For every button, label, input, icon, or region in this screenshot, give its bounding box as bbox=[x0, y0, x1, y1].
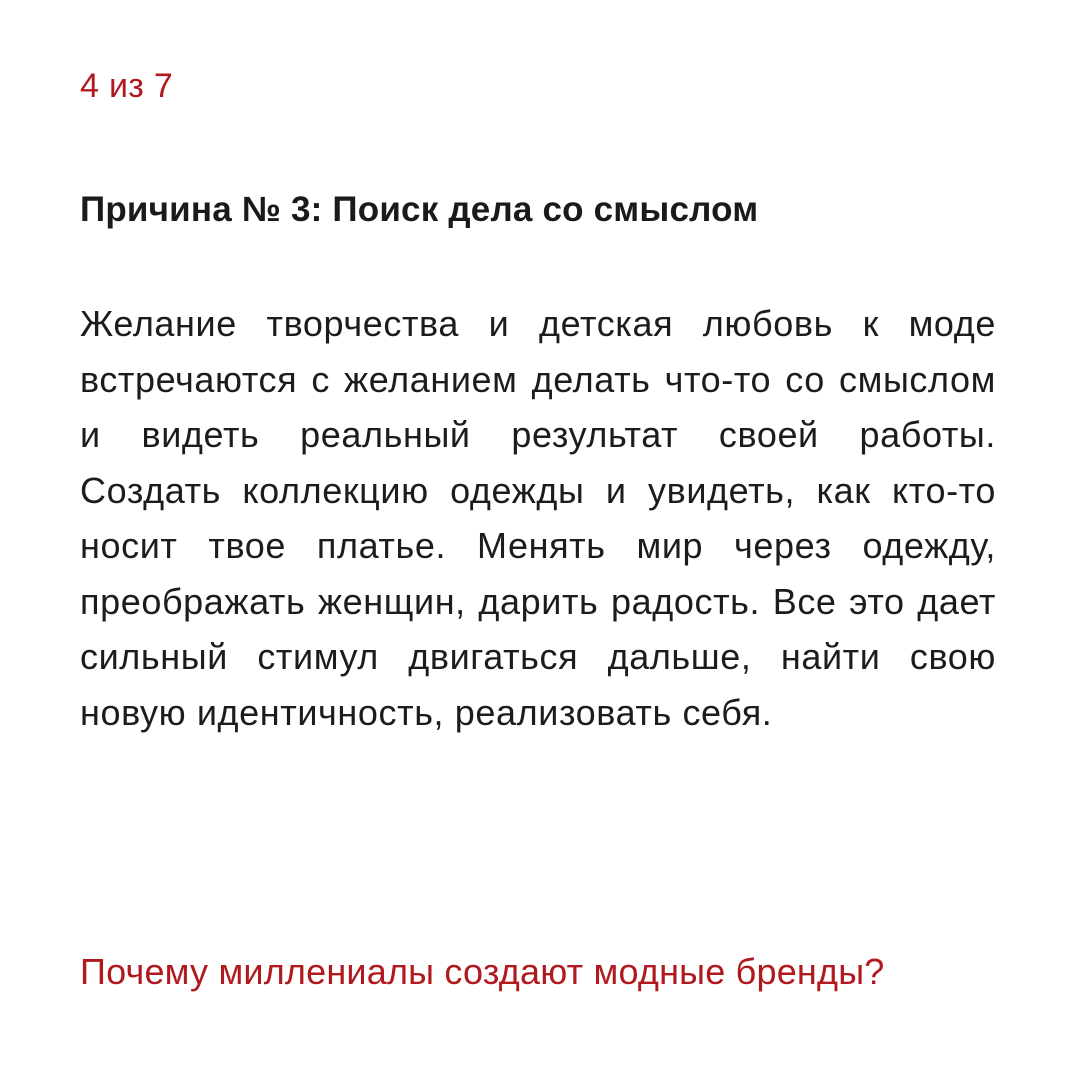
slide-counter: 4 из 7 bbox=[80, 67, 174, 105]
slide-body-text: Желание творчества и детская любовь к моде встречаются с желанием делать что-то со смыслом и видеть реальный результат своей работы. Создать коллекцию одежды и увидеть, как кто-то носит твое платье. Менять мир через одежду, преображать женщин, дарить радость. Все это дает сильный стимул двигаться дальше, найти свою новую идентичность, реализовать себя. bbox=[80, 303, 996, 733]
slide-heading: Причина № 3: Поиск дела со смыслом bbox=[80, 190, 759, 229]
series-title: Почему миллениалы создают модные бренды? bbox=[80, 951, 885, 992]
